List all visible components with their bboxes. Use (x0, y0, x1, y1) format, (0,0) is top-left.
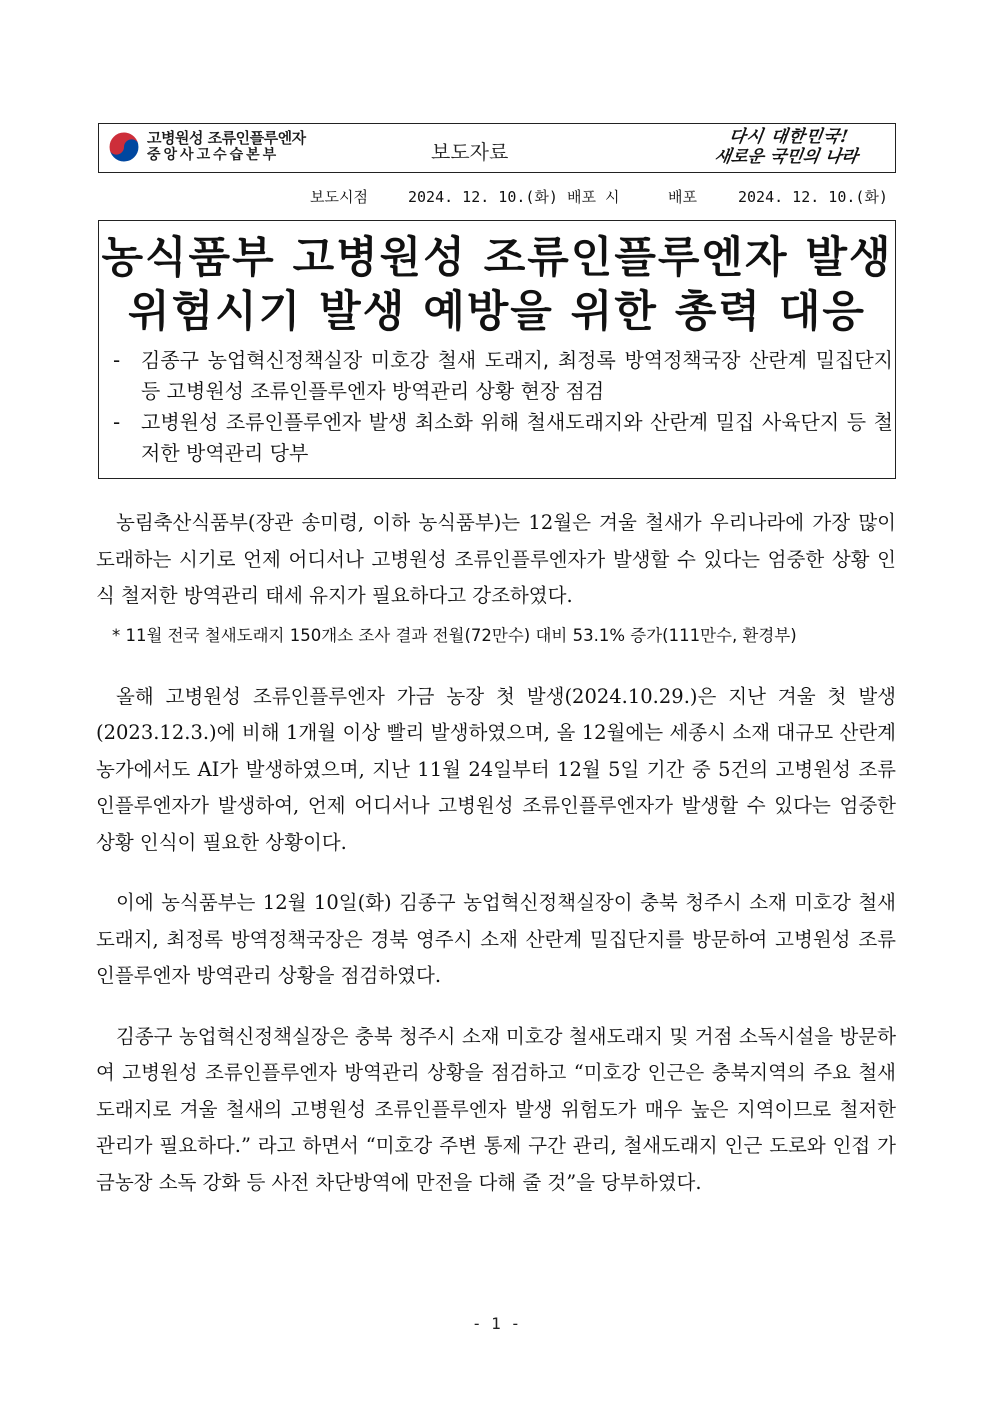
body-paragraph: 농림축산식품부(장관 송미령, 이하 농식품부)는 12월은 겨울 철새가 우리나라에 가장 많이 도래하는 시기로 언제 어디서나 고병원성 조류인플루엔자가 발생할 수 있다는 엄중한 상황 인식 철저한 방역관리 태세 유지가 필요하다고 강조하였다. (96, 511, 896, 607)
summary-bullet (113, 345, 893, 407)
summary-bullet (113, 407, 893, 469)
document-type: 보도자료 (431, 140, 509, 164)
header-box (98, 123, 896, 173)
release-label: 보도시점 (310, 188, 368, 206)
bullet-dash: - (113, 348, 121, 372)
summary-bullets (113, 345, 893, 469)
distribution-label: 배포 (668, 188, 697, 206)
org-logo (107, 130, 306, 164)
summary-bullet-text: 김종구 농업혁신정책실장 미호강 철새 도래지, 최정록 방역정책국장 산란계 밀집단지 등 고병원성 조류인플루엔자 방역관리 상황 현장 점검 (141, 348, 893, 403)
page-number: - 1 - (471, 1314, 521, 1333)
release-value: 2024. 12. 10.(화) 배포 시 (408, 188, 620, 206)
org-name-line1: 고병원성 조류인플루엔자 (147, 129, 306, 147)
body-paragraph: 이에 농식품부는 12월 10일(화) 김종구 농업혁신정책실장이 충북 청주시 소재 미호강 철새도래지, 최정록 방역정책국장은 경북 영주시 소재 산란계 밀집단지를 방문하여 고병원성 조류인플루엔자 방역관리 상황을 점검하였다. (96, 891, 896, 987)
headline-line2: 위험시기 발생 예방을 위한 총력 대응 (128, 287, 866, 337)
taegeuk-icon (107, 130, 141, 164)
body-paragraph: 올해 고병원성 조류인플루엔자 가금 농장 첫 발생(2024.10.29.)은 지난 겨울 첫 발생(2023.12.3.)에 비해 1개월 이상 빨리 발생하였으며, 올 12월에는 세종시 소재 대규모 산란계 농가에서도 AI가 발생하였으며, 지난 11월 24일부터 12월 5일 기간 중 5건의 고병원성 조류인플루엔자가 발생하여, 언제 어디서나 고병원성 조류인플루엔자가 발생할 수 있다는 엄중한 상황 인식이 필요한 상황이다. (96, 684, 896, 854)
government-slogan (713, 127, 862, 167)
summary-bullet-text: 고병원성 조류인플루엔자 발생 최소화 위해 철새도래지와 산란계 밀집 사육단지 등 철저한 방역관리 당부 (141, 410, 893, 465)
headline (99, 231, 895, 339)
bullet-dash: - (113, 410, 121, 434)
headline-box (98, 220, 896, 479)
slogan-line2: 새로운 국민의 나라 (712, 147, 859, 167)
article-body (96, 505, 896, 1201)
footnote: * 11월 전국 철새도래지 150개소 조사 결과 전월(72만수) 대비 53.1% 증가(111만수, 환경부) (112, 625, 797, 645)
body-paragraph: 김종구 농업혁신정책실장은 충북 청주시 소재 미호강 철새도래지 및 거점 소독시설을 방문하여 고병원성 조류인플루엔자 방역관리 상황을 점검하고 “미호강 인근은 충북지역의 주요 철새도래지로 겨울 철새의 고병원성 조류인플루엔자 발생 위험도가 매우 높은 지역이므로 철저한 관리가 필요하다.” 라고 하면서 “미호강 주변 통제 구간 관리, 철새도래지 인근 도로와 인접 가금농장 소독 강화 등 사전 차단방역에 만전을 다해 줄 것”을 당부하였다. (96, 1024, 896, 1194)
distribution-value: 2024. 12. 10.(화) (738, 188, 888, 206)
slogan-line1: 다시 대한민국! (727, 127, 851, 147)
org-name-line2: 중앙사고수습본부 (147, 147, 280, 163)
headline-line1: 농식품부 고병원성 조류인플루엔자 발생 (101, 233, 893, 283)
